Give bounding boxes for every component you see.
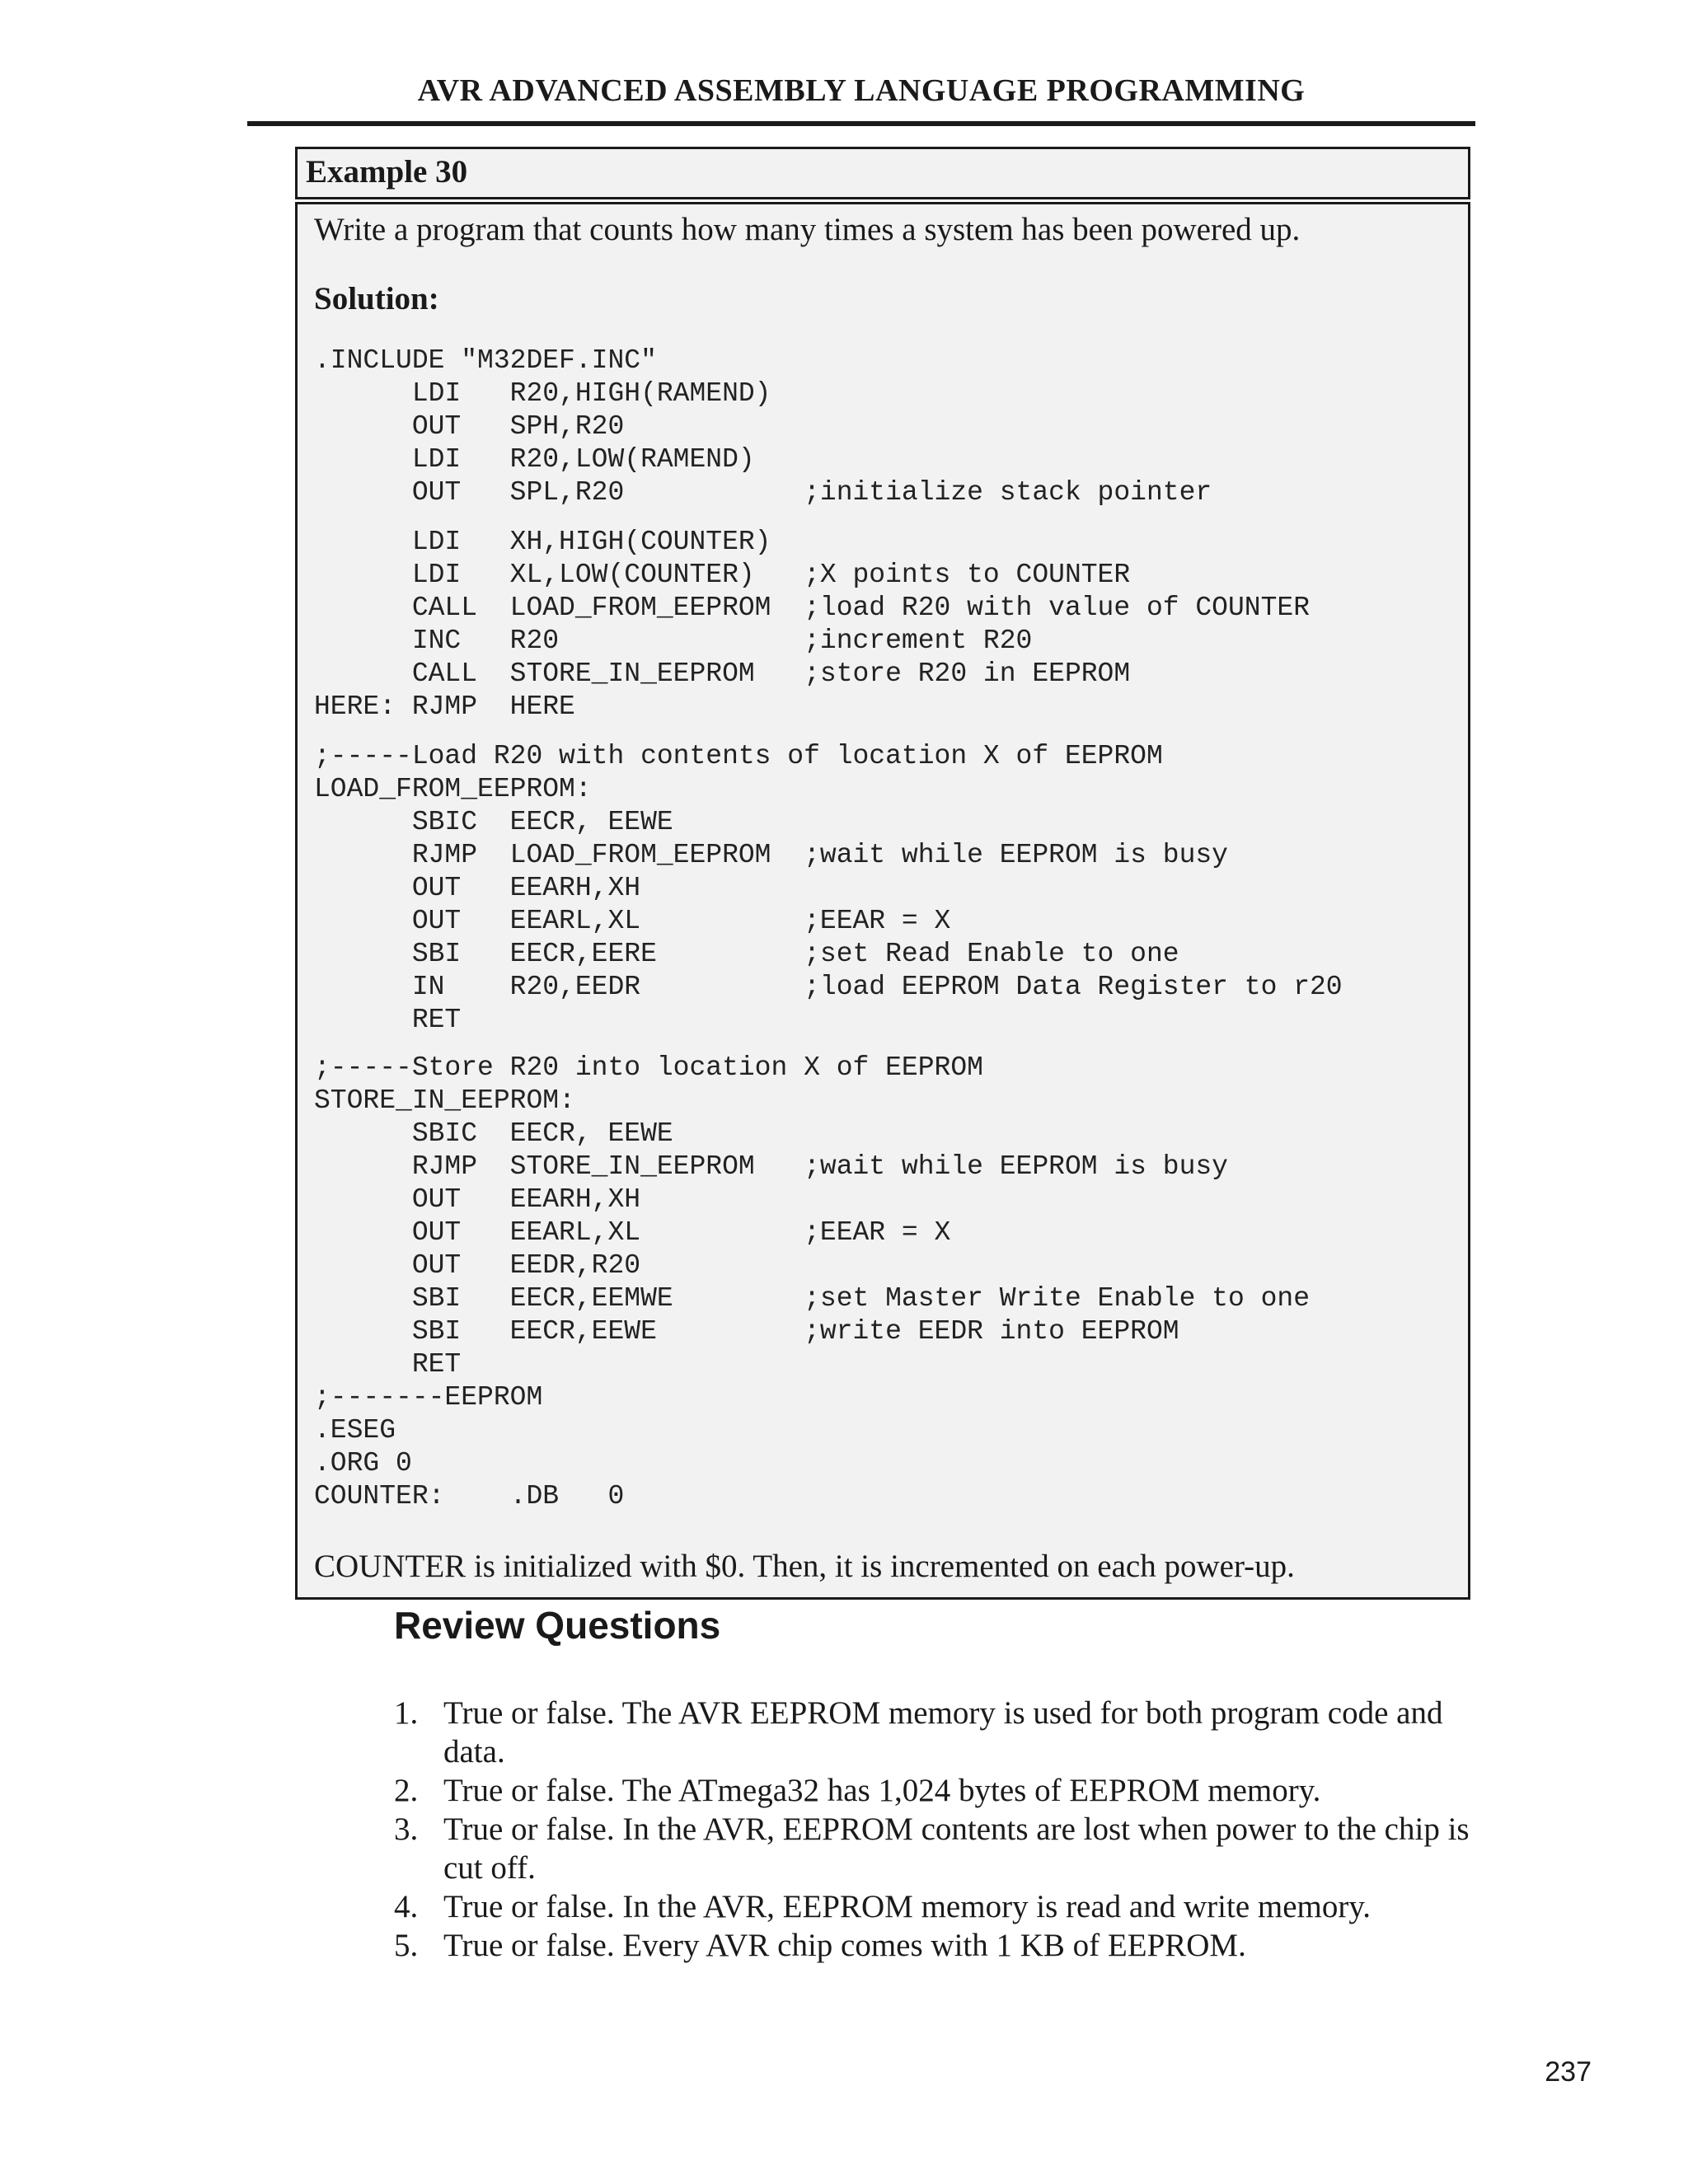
question-text: True or false. Every AVR chip comes with 1 KB of EEPROM. [443,1928,1246,1963]
list-item [394,1926,1482,1965]
code-block-load-routine: ;-----Load R20 with contents of location X of EEPROM LOAD_FROM_EEPROM: SBIC EECR, EEWE RJMP LOAD_FROM_EEPROM ;wait while EEPROM is busy OUT EEARH,XH OUT EEARL,XL ;EEAR = X SBI EECR,EERE ;set Read Enable to one IN R20,EEDR ;load EEPROM Data Register to r20 RET [314,741,1343,1035]
question-number: 5. [394,1928,419,1963]
code-block-main: LDI XH,HIGH(COUNTER) LDI XL,LOW(COUNTER) ;X points to COUNTER CALL LOAD_FROM_EEPROM ;load R20 with value of COUNTER INC R20 ;increment R20 CALL STORE_IN_EEPROM ;store R20 in EEPROM HERE: RJMP HERE [314,527,1310,722]
review-questions-list [394,1694,1482,1965]
solution-label: Solution: [314,281,439,316]
question-number: 3. [394,1811,419,1847]
list-item [394,1771,1482,1810]
code-block-store-routine: ;-----Store R20 into location X of EEPROM STORE_IN_EEPROM: SBIC EECR, EEWE RJMP STORE_IN_EEPROM ;wait while EEPROM is busy OUT EEARH,XH OUT EEARL,XL ;EEAR = X OUT EEDR,R20 SBI EECR,EEMWE ;set Master Write Enable to one SBI EECR,EEWE ;write EEDR into EEPROM RET ;-------EEPROM .ESEG .ORG 0 COUNTER: .DB 0 [314,1052,1310,1511]
question-number: 1. [394,1695,419,1731]
review-questions-heading: Review Questions [394,1604,721,1647]
question-text: True or false. The AVR EEPROM memory is used for both program code and data. [443,1695,1443,1769]
example-title: Example 30 [306,154,468,190]
question-text: True or false. The ATmega32 has 1,024 bytes of EEPROM memory. [443,1773,1321,1808]
question-text: True or false. In the AVR, EEPROM contents are lost when power to the chip is cut off. [443,1811,1470,1886]
question-number: 2. [394,1773,419,1808]
closing-note: COUNTER is initialized with $0. Then, it is incremented on each power-up. [314,1549,1295,1584]
list-item [394,1810,1482,1887]
list-item [394,1694,1482,1771]
running-header: AVR ADVANCED ASSEMBLY LANGUAGE PROGRAMMING [417,73,1306,108]
page-number: 237 [1545,2056,1592,2088]
header-rule [247,121,1475,126]
problem-statement: Write a program that counts how many times a system has been powered up. [314,212,1301,247]
example-title-box [295,147,1470,199]
question-text: True or false. In the AVR, EEPROM memory is read and write memory. [443,1889,1372,1924]
code-block-init: .INCLUDE "M32DEF.INC" LDI R20,HIGH(RAMEND) OUT SPH,R20 LDI R20,LOW(RAMEND) OUT SPL,R20 ;initialize stack pointer [314,345,1212,508]
example-body-box [295,202,1470,1600]
list-item [394,1887,1482,1926]
question-number: 4. [394,1889,419,1924]
